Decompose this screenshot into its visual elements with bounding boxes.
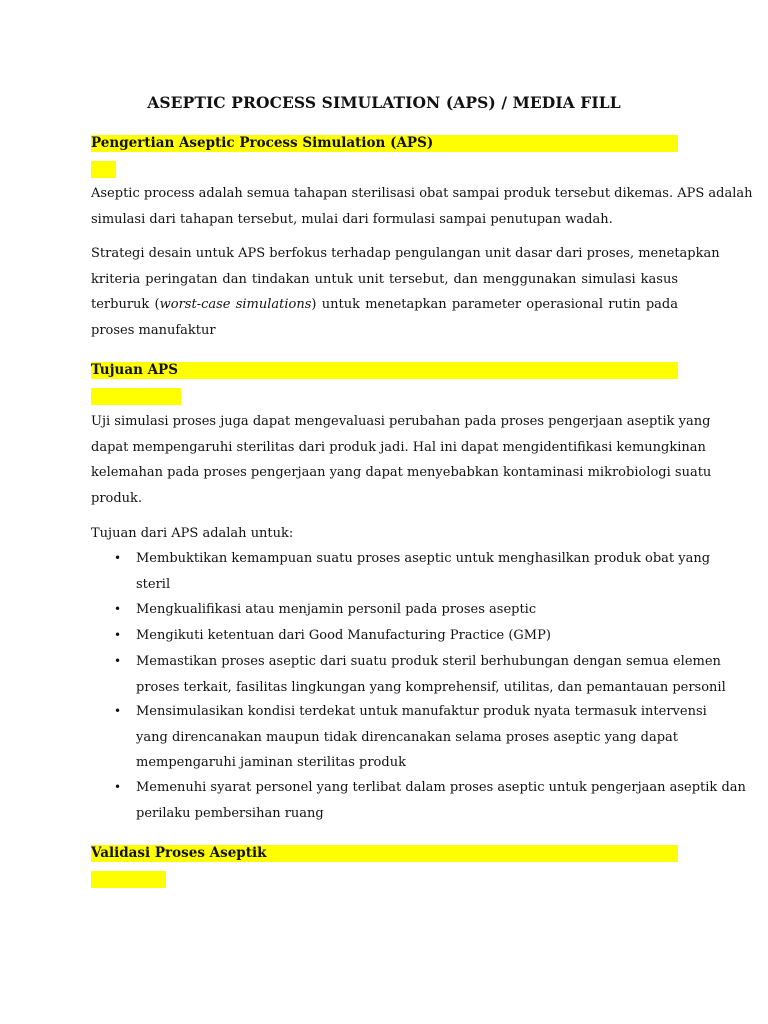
list-item-line: Memastikan proses aseptic dari suatu produk steril berhubungan dengan semua elemen — [136, 654, 721, 669]
list-item-line: steril — [136, 576, 171, 592]
bullet-icon: • — [114, 654, 122, 668]
list-intro — [91, 521, 678, 547]
italic-term: worst-case simulations — [159, 297, 312, 312]
list-item-line: perilaku pembersihan ruang — [136, 805, 324, 821]
paragraph-line: Aseptic process adalah semua tahapan sterilisasi obat sampai produk tersebut dikemas. APS adalah — [91, 186, 753, 201]
paragraph-line: simulasi dari tahapan tersebut, mulai dari formulasi sampai penutupan wadah. — [91, 211, 613, 227]
paragraph-pengertian-2 — [91, 241, 720, 343]
paragraph-line: dapat mempengaruhi sterilitas dari produk jadi. Hal ini dapat mengidentifikasi kemungkinan — [91, 439, 706, 455]
list-item-line: Mengkualifikasi atau menjamin personil pada proses aseptic — [136, 602, 537, 617]
bullet-icon: • — [114, 602, 122, 616]
highlight-bar — [91, 871, 166, 888]
highlight-bar — [91, 362, 678, 379]
paragraph-line: kriteria peringatan dan tindakan untuk unit tersebut, dan menggunakan simulasi kasus — [91, 271, 678, 287]
paragraph-line: proses manufaktur — [91, 322, 216, 338]
text-run: terburuk ( — [91, 297, 160, 312]
text-run: ) untuk menetapkan parameter operasional rutin pada — [311, 297, 678, 312]
paragraph-line: Strategi desain untuk APS berfokus terhadap pengulangan unit dasar dari proses, menetapkan — [91, 246, 720, 261]
list-item-line: Mensimulasikan kondisi terdekat untuk manufaktur produk nyata termasuk intervensi — [136, 704, 707, 719]
paragraph-line: produk. — [91, 490, 143, 506]
bullet-icon: • — [114, 628, 122, 642]
list-item-line: mempengaruhi jaminan sterilitas produk — [136, 755, 406, 770]
list-item-line: Memenuhi syarat personel yang terlibat dalam proses aseptic untuk pengerjaan aseptik dan — [136, 780, 746, 795]
paragraph-line-mixed — [91, 292, 678, 318]
list-item-line: proses terkait, fasilitas lingkungan yang komprehensif, utilitas, dan pemantauan personil — [136, 679, 726, 695]
list-item-line: Membuktikan kemampuan suatu proses aseptic untuk menghasilkan produk obat yang — [136, 551, 711, 566]
paragraph-line: Uji simulasi proses juga dapat mengevaluasi perubahan pada proses pengerjaan aseptik yang — [91, 414, 711, 429]
paragraph-pengertian-1 — [91, 181, 753, 232]
bullet-icon: • — [114, 551, 122, 565]
bullet-icon: • — [114, 704, 122, 718]
section-heading-validasi: Validasi Proses Aseptik — [91, 845, 267, 861]
section-heading-tujuan: Tujuan APS — [91, 362, 178, 378]
section-heading-pengertian: Pengertian Aseptic Process Simulation (APS) — [91, 135, 434, 151]
paragraph-line: Tujuan dari APS adalah untuk: — [91, 526, 294, 541]
list-item-line: yang direncanakan maupun tidak direncanakan selama proses aseptic yang dapat — [136, 729, 678, 745]
bullet-icon: • — [114, 780, 122, 794]
highlight-bar — [91, 161, 116, 178]
paragraph-tujuan-1 — [91, 409, 712, 511]
paragraph-line: kelemahan pada proses pengerjaan yang dapat menyebabkan kontaminasi mikrobiologi suatu — [91, 465, 712, 480]
highlight-bar — [91, 388, 181, 405]
document-title: ASEPTIC PROCESS SIMULATION (APS) / MEDIA FILL — [147, 93, 621, 112]
list-item-line: Mengikuti ketentuan dari Good Manufacturing Practice (GMP) — [136, 628, 551, 643]
